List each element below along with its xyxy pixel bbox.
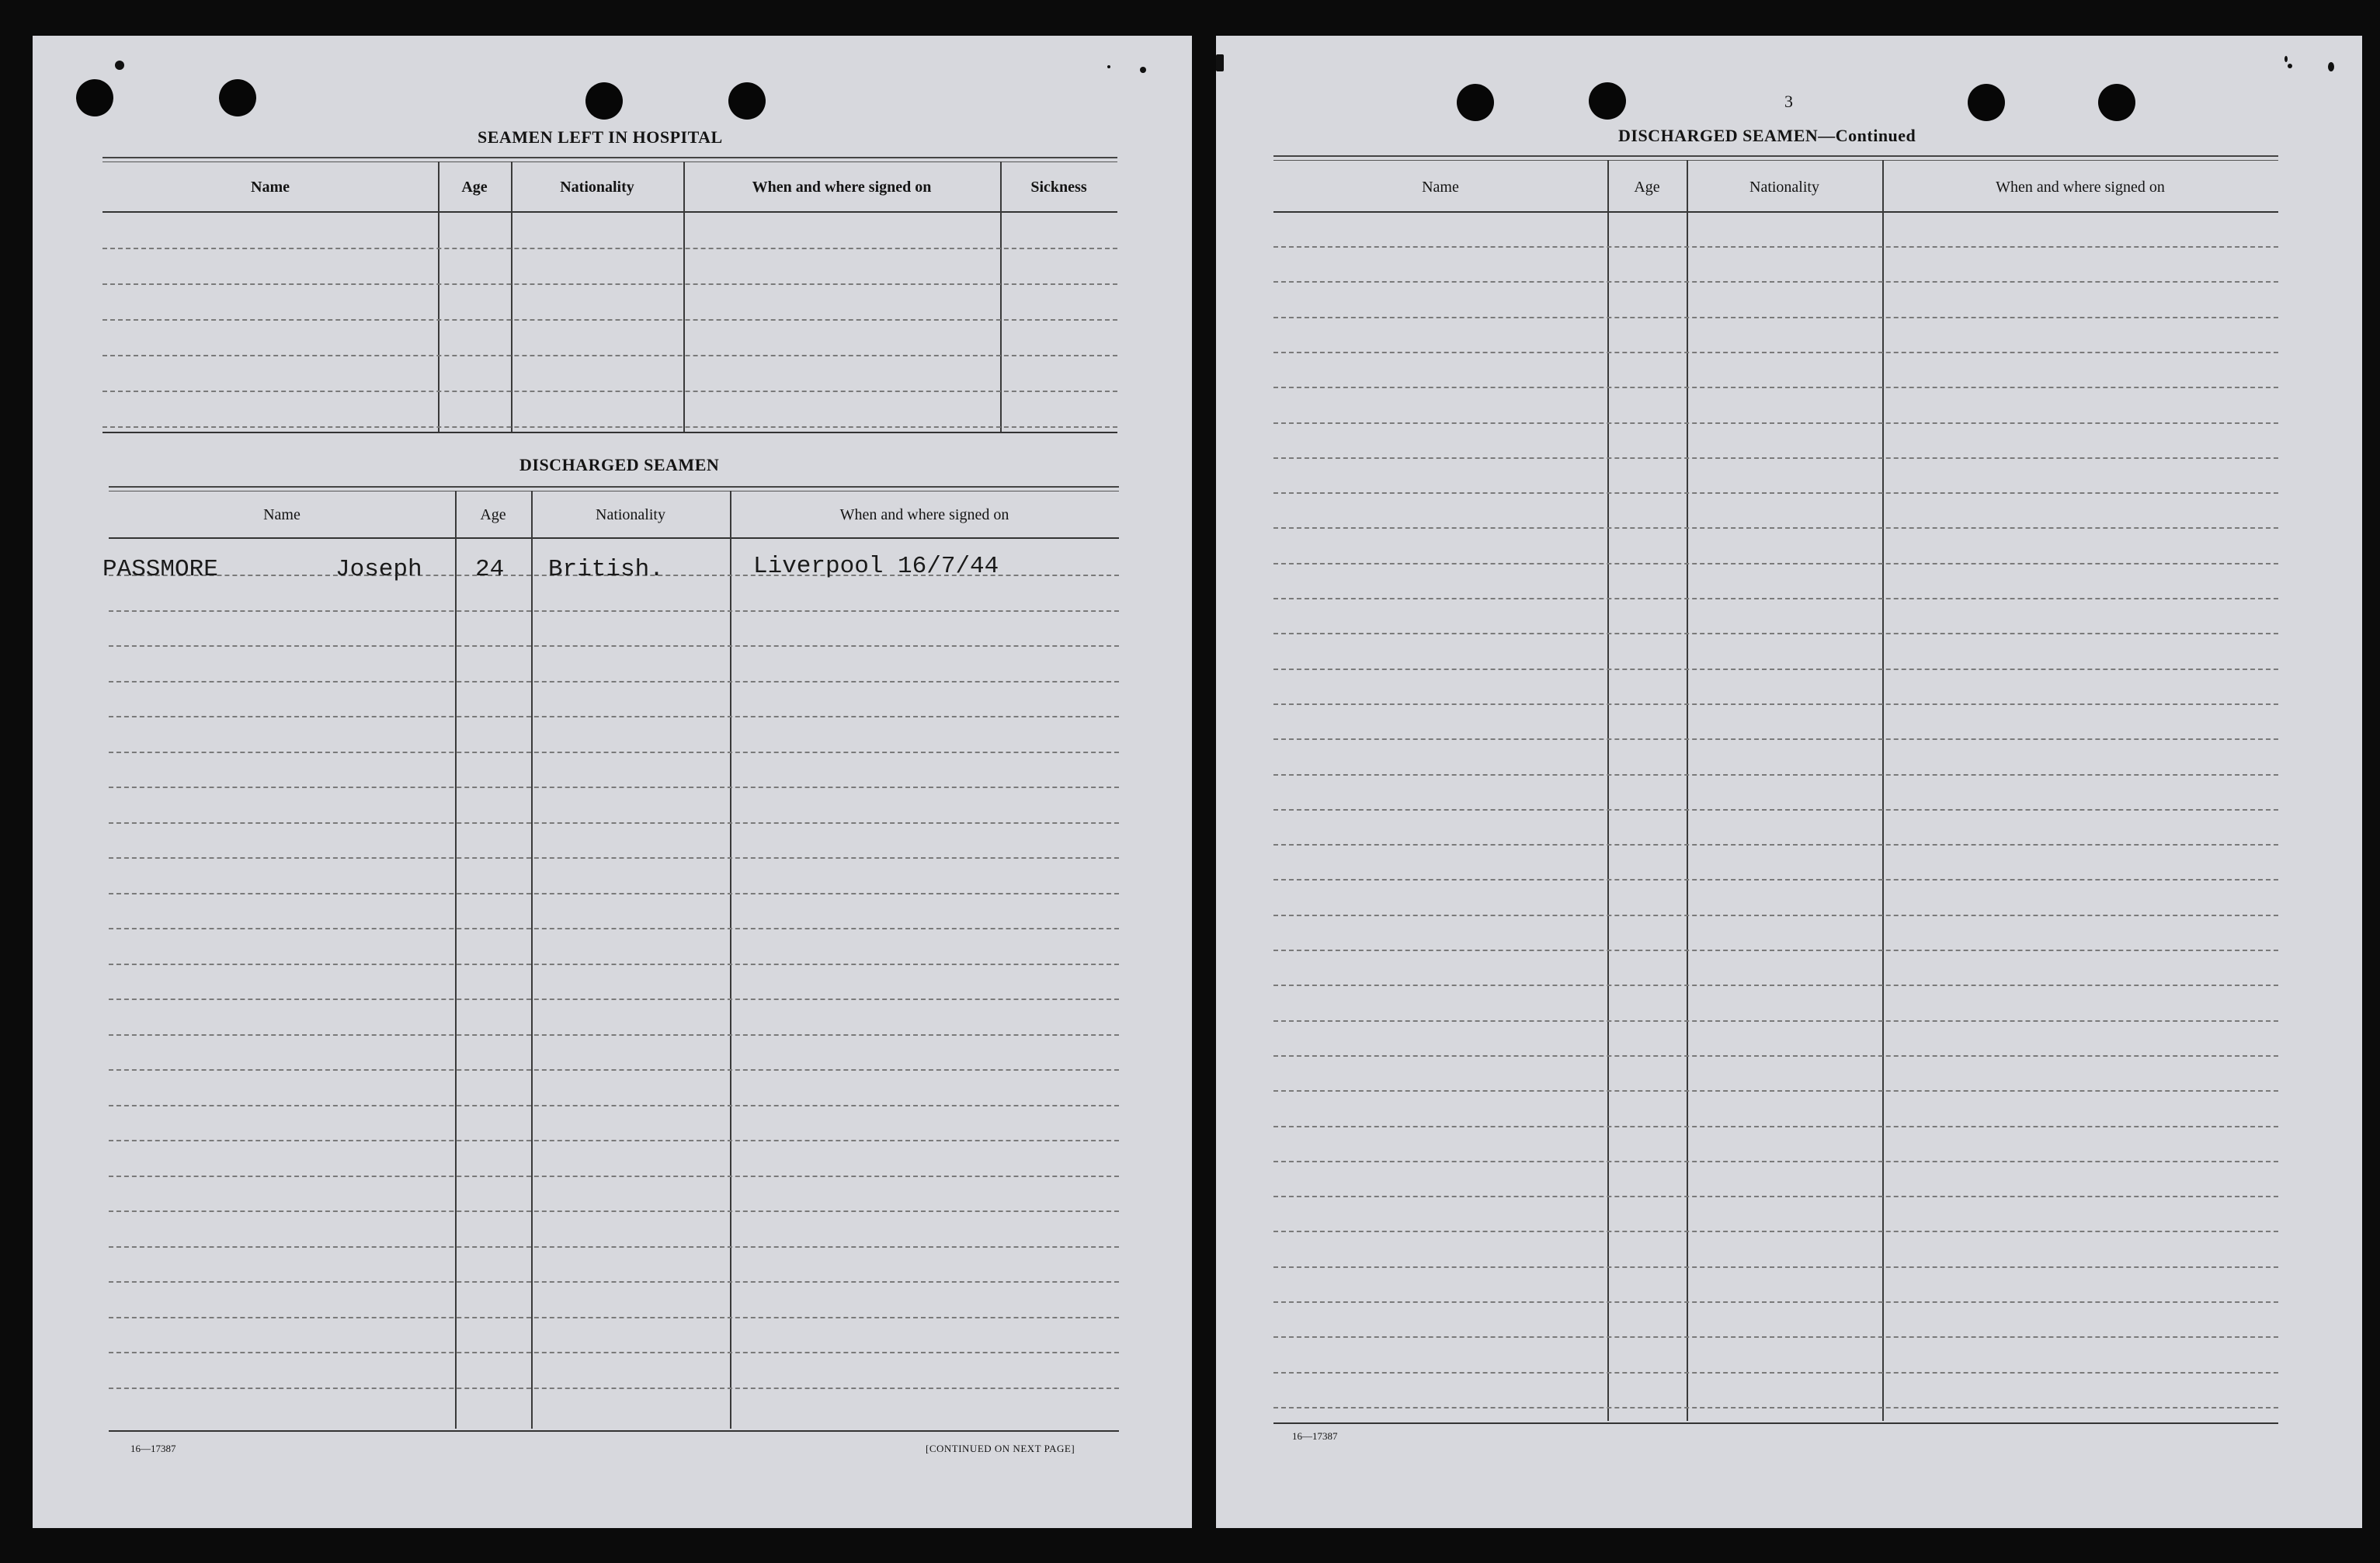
ruled-line: [109, 1388, 1119, 1389]
ruled-line: [1273, 1336, 2278, 1338]
ruled-line: [1273, 738, 2278, 740]
punch-hole: [76, 79, 113, 116]
form-number: 16—17387: [130, 1443, 176, 1454]
discharged-col-signed-on: When and where signed on: [839, 506, 1009, 523]
discharged-col-age: Age: [480, 506, 506, 523]
continued-col-name: Name: [1422, 179, 1459, 196]
ink-speck: [2328, 62, 2334, 71]
ruled-line: [1273, 669, 2278, 670]
ruled-line: [1273, 1407, 2278, 1408]
ruled-line: [1273, 1161, 2278, 1162]
discharged-col-name: Name: [263, 506, 301, 523]
ink-speck: [1216, 54, 1224, 71]
ruled-line: [109, 893, 1119, 894]
form-number: 16—17387: [1292, 1430, 1338, 1442]
ruled-line: [1273, 352, 2278, 353]
ruled-line: [109, 1210, 1119, 1212]
ruled-line: [1273, 1266, 2278, 1268]
ruled-line: [1273, 1090, 2278, 1092]
ruled-line: [109, 964, 1119, 965]
ruled-line: [1273, 1231, 2278, 1232]
hospital-col-sickness: Sickness: [1030, 179, 1087, 196]
ruled-line: [1273, 1055, 2278, 1057]
right-page: [1216, 36, 2362, 1528]
hospital-col-nationality: Nationality: [560, 179, 634, 196]
entry-given-name: Joseph: [335, 556, 422, 583]
ruled-line: [1273, 1301, 2278, 1303]
left-page: [33, 36, 1192, 1528]
discharged-continued-table: [1273, 155, 2278, 1460]
ruled-line: [1273, 281, 2278, 283]
ruled-line: [1273, 563, 2278, 564]
ruled-line: [109, 716, 1119, 717]
hospital-table: [102, 157, 1117, 464]
ruled-line: [109, 645, 1119, 647]
continued-note: [CONTINUED ON NEXT PAGE]: [926, 1443, 1075, 1454]
ruled-line: [1273, 1372, 2278, 1374]
ruled-line: [1273, 985, 2278, 986]
discharged-section-title: DISCHARGED SEAMEN: [519, 455, 720, 474]
ruled-line: [1273, 1126, 2278, 1127]
ruled-line: [109, 1034, 1119, 1036]
hospital-col-signed-on: When and where signed on: [752, 179, 932, 196]
entry-signed-on: Liverpool 16/7/44: [753, 553, 999, 580]
ruled-line: [1273, 950, 2278, 951]
ruled-line: [109, 1105, 1119, 1106]
ink-speck: [115, 61, 124, 70]
ink-speck: [1140, 67, 1146, 73]
ruled-line: [1273, 879, 2278, 880]
continued-col-age: Age: [1634, 179, 1660, 196]
entry-age: 24: [475, 556, 505, 583]
ink-speck: [1107, 65, 1110, 68]
hospital-section-title: SEAMEN LEFT IN HOSPITAL: [478, 127, 723, 147]
punch-hole: [1457, 84, 1494, 121]
ruled-line: [109, 857, 1119, 859]
continued-col-signed-on: When and where signed on: [1996, 179, 2165, 196]
ink-speck: [2288, 64, 2292, 68]
ruled-line: [109, 1246, 1119, 1248]
ruled-line: [1273, 317, 2278, 318]
discharged-table: [109, 486, 1119, 1472]
ruled-line: [1273, 915, 2278, 916]
ruled-line: [109, 1140, 1119, 1141]
punch-hole: [728, 82, 766, 120]
ruled-line: [1273, 527, 2278, 529]
ruled-line: [1273, 457, 2278, 459]
hospital-col-age: Age: [461, 179, 488, 196]
continued-col-nationality: Nationality: [1749, 179, 1819, 196]
punch-hole: [585, 82, 623, 120]
ruled-line: [109, 752, 1119, 753]
ruled-line: [1273, 844, 2278, 846]
ruled-line: [109, 822, 1119, 824]
ruled-line: [109, 610, 1119, 612]
hospital-col-name: Name: [251, 179, 290, 196]
punch-hole: [1968, 84, 2005, 121]
ruled-line: [1273, 492, 2278, 494]
ink-speck: [2284, 56, 2288, 62]
discharged-continued-title: DISCHARGED SEAMEN—Continued: [1618, 126, 1916, 145]
punch-hole: [219, 79, 256, 116]
ruled-line: [1273, 1196, 2278, 1197]
ruled-line: [109, 1281, 1119, 1283]
page-number: 3: [1784, 92, 1793, 111]
ruled-line: [1273, 598, 2278, 599]
ruled-line: [1273, 633, 2278, 634]
ruled-line: [1273, 703, 2278, 705]
punch-hole: [2098, 84, 2135, 121]
ruled-line: [109, 928, 1119, 929]
ruled-line: [1273, 422, 2278, 424]
ruled-line: [1273, 1020, 2278, 1022]
entry-nationality: British.: [548, 556, 664, 583]
ruled-line: [109, 1176, 1119, 1177]
ruled-line: [109, 787, 1119, 788]
punch-hole: [1589, 82, 1626, 120]
ruled-line: [109, 999, 1119, 1000]
ruled-line: [1273, 774, 2278, 776]
ruled-line: [1273, 246, 2278, 248]
ruled-line: [109, 1069, 1119, 1071]
ruled-line: [109, 1352, 1119, 1353]
discharged-col-nationality: Nationality: [596, 506, 665, 523]
ruled-line: [1273, 387, 2278, 388]
ruled-line: [1273, 809, 2278, 811]
ruled-line: [109, 681, 1119, 683]
ruled-line: [109, 1317, 1119, 1318]
entry-surname: PASSMORE: [102, 556, 218, 583]
